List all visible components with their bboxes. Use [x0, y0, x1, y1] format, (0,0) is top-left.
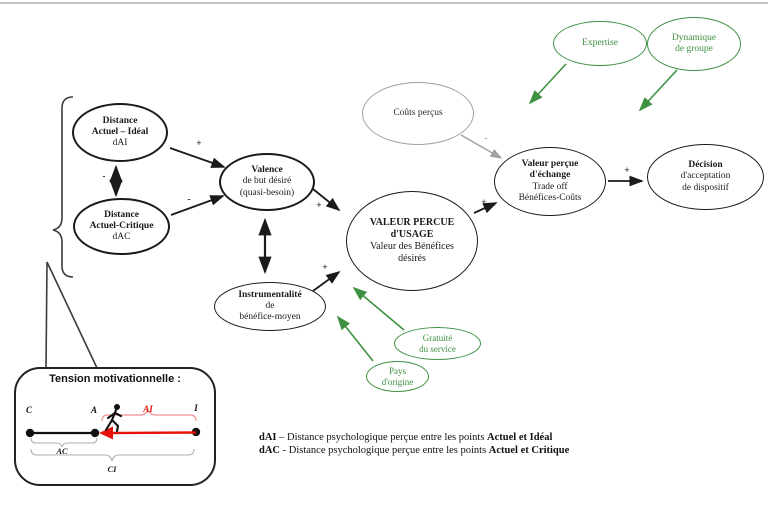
node-label: Actuel – Idéal: [91, 126, 149, 137]
node-label: Bénéfices-Coûts: [518, 192, 582, 203]
edge-sign-dac-valence: -: [187, 195, 191, 205]
segment-ai-label: AI: [143, 404, 153, 414]
node-label: Valence: [251, 165, 283, 176]
node-label: Trade off: [532, 181, 568, 192]
callout-tail: [46, 262, 97, 369]
node-label: d'USAGE: [390, 229, 434, 241]
segment-ci-label: CI: [107, 464, 117, 474]
node-label: Coûts perçus: [393, 107, 443, 118]
point-a-label: A: [90, 405, 98, 415]
node-label: d'origine: [381, 376, 414, 387]
legend-bold-part: Actuel et Idéal: [487, 432, 553, 443]
node-label: bénéfice-moyen: [239, 312, 301, 323]
arrow-couts-to-echange: [461, 135, 501, 158]
arrow-dac-to-valence: [171, 196, 223, 215]
legend-bold-part: Actuel et Critique: [488, 444, 570, 456]
node-valeur-percue-usage: [346, 191, 478, 291]
node-label: du service: [419, 343, 456, 354]
node-label: de dispositif: [682, 182, 729, 193]
brace-distances: [53, 97, 73, 277]
node-label: de: [265, 300, 275, 311]
edge-sign-echange-decision: +: [624, 166, 630, 176]
legend: [259, 432, 569, 457]
node-gratuite-du-service: [394, 327, 481, 360]
arrow-pays-to-instrumentalite: [338, 317, 373, 361]
node-label: Expertise: [582, 37, 618, 48]
node-label: Distance: [104, 209, 139, 220]
edge-sign-dai-dac: -: [102, 172, 106, 182]
arrow-dai-to-valence: [170, 148, 224, 167]
legend-text: Distance psychologique perçue entre les points: [287, 432, 488, 443]
edge-sign-instr-usage: +: [322, 263, 328, 273]
node-couts-percus: [362, 82, 474, 145]
node-label: d'échange: [529, 170, 571, 181]
node-dynamique-de-groupe: [647, 17, 741, 71]
edge-sign-usage-echange: +: [481, 198, 487, 208]
tension-title: Tension motivationnelle :: [49, 373, 181, 385]
node-label: Gratuité: [422, 333, 453, 344]
legend-term: dAI: [259, 432, 277, 443]
node-pays-origine: [366, 361, 429, 392]
arrow-dynamique-down: [640, 70, 677, 110]
legend-sep: –: [276, 432, 288, 443]
node-label: désirés: [398, 252, 426, 264]
segment-ac-label: AC: [56, 446, 68, 456]
node-label: Instrumentalité: [238, 289, 302, 300]
node-valence: [219, 153, 315, 211]
legend-line-dac: [259, 445, 569, 458]
legend-line-dai: [259, 432, 569, 445]
point-i-label: I: [194, 403, 198, 413]
node-label: Actuel-Critique: [89, 220, 154, 231]
node-label: VALEUR PERCUE: [369, 217, 455, 229]
node-distance-actuel-critique: [73, 198, 170, 255]
node-label: Distance: [102, 115, 138, 126]
node-label: Valeur des Bénéfices: [370, 241, 454, 252]
node-label: Dynamique: [671, 32, 717, 43]
node-label: dAC: [112, 232, 131, 243]
node-label: de groupe: [675, 44, 713, 54]
node-label: d'acceptation: [680, 171, 731, 182]
point-c-label: C: [25, 405, 33, 415]
legend-text: Distance psychologique perçue entre les points: [288, 444, 489, 456]
legend-term: dAC: [259, 444, 281, 456]
node-label: Décision: [688, 160, 723, 171]
edge-sign-couts-echange: -: [484, 134, 488, 144]
node-instrumentalite: [214, 282, 326, 331]
edge-sign-dai-valence: +: [196, 139, 202, 149]
node-label: de but désiré: [242, 176, 292, 187]
arrow-gratuite-to-usage: [354, 288, 404, 330]
node-decision-acceptation: [647, 144, 764, 210]
node-label: (quasi-besoin): [239, 187, 295, 198]
node-label: dAI: [112, 138, 128, 149]
arrow-instr-to-usage: [313, 272, 339, 291]
arrow-expertise-down: [530, 64, 566, 103]
node-label: Valeur perçue: [521, 159, 579, 170]
edge-sign-valence-usage: +: [316, 201, 322, 211]
node-expertise: [553, 21, 647, 66]
node-label: Pays: [388, 366, 406, 377]
node-valeur-percue-echange: [494, 147, 606, 216]
node-distance-actuel-ideal: [72, 103, 168, 162]
legend-sep: -: [280, 444, 289, 456]
